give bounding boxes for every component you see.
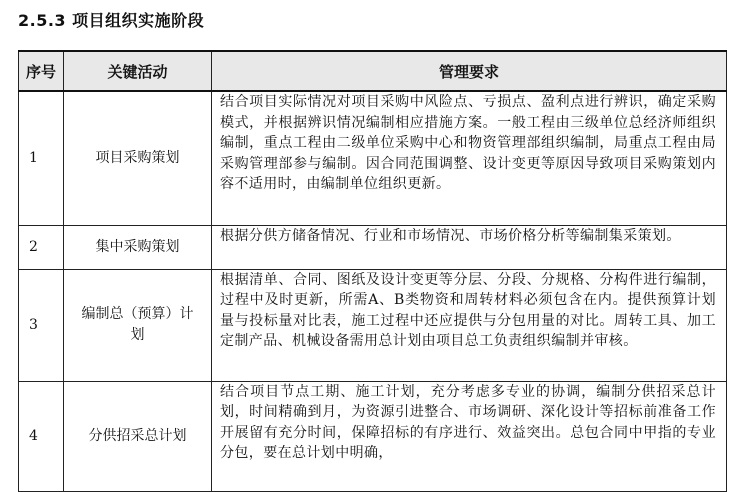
row-requirement: 根据分供方储备情况、行业和市场情况、市场价格分析等编制集采策划。 <box>212 225 727 269</box>
table-row <box>19 91 727 225</box>
row-activity: 分供招采总计划 <box>64 381 212 491</box>
row-number: 4 <box>19 381 64 491</box>
header-management-requirement: 管理要求 <box>212 51 727 91</box>
management-requirements-table <box>18 50 727 492</box>
section-heading: 2.5.3 项目组织实施阶段 <box>18 11 205 30</box>
row-activity: 项目采购策划 <box>64 91 212 225</box>
row-requirement: 结合项目实际情况对项目采购中风险点、亏损点、盈利点进行辨识，确定采购模式，并根据辨识情况编制相应措施方案。一般工程由三级单位总经济师组织编制，重点工程由二级单位采购中心和物资管理部组织编制，局重点工程由局采购管理部参与编制。因合同范围调整、设计变更等原因导致项目采购策划内容不适用时，由编制单位组织更新。 <box>212 91 727 225</box>
table-row <box>19 225 727 269</box>
row-number: 3 <box>19 269 64 381</box>
row-activity: 编制总（预算）计划 <box>64 269 212 381</box>
row-number: 2 <box>19 225 64 269</box>
row-requirement: 根据清单、合同、图纸及设计变更等分层、分段、分规格、分构件进行编制，过程中及时更新，所需A、B类物资和周转材料必须包含在内。提供预算计划量与投标量对比表，施工过程中还应提供与分包用量的对比。周转工具、加工定制产品、机械设备需用总计划由项目总工负责组织编制并审核。 <box>212 269 727 381</box>
row-requirement: 结合项目节点工期、施工计划，充分考虑多专业的协调，编制分供招采总计划，时间精确到月，为资源引进整合、市场调研、深化设计等招标前准备工作开展留有充分时间，保障招标的有序进行、效益突出。总包合同中甲指的专业分包，要在总计划中明确， <box>212 381 727 491</box>
row-activity: 集中采购策划 <box>64 225 212 269</box>
row-number: 1 <box>19 91 64 225</box>
table-row <box>19 269 727 381</box>
table-header-row <box>19 51 727 91</box>
table-row <box>19 381 727 491</box>
header-key-activity: 关键活动 <box>64 51 212 91</box>
header-serial-number: 序号 <box>19 51 64 91</box>
